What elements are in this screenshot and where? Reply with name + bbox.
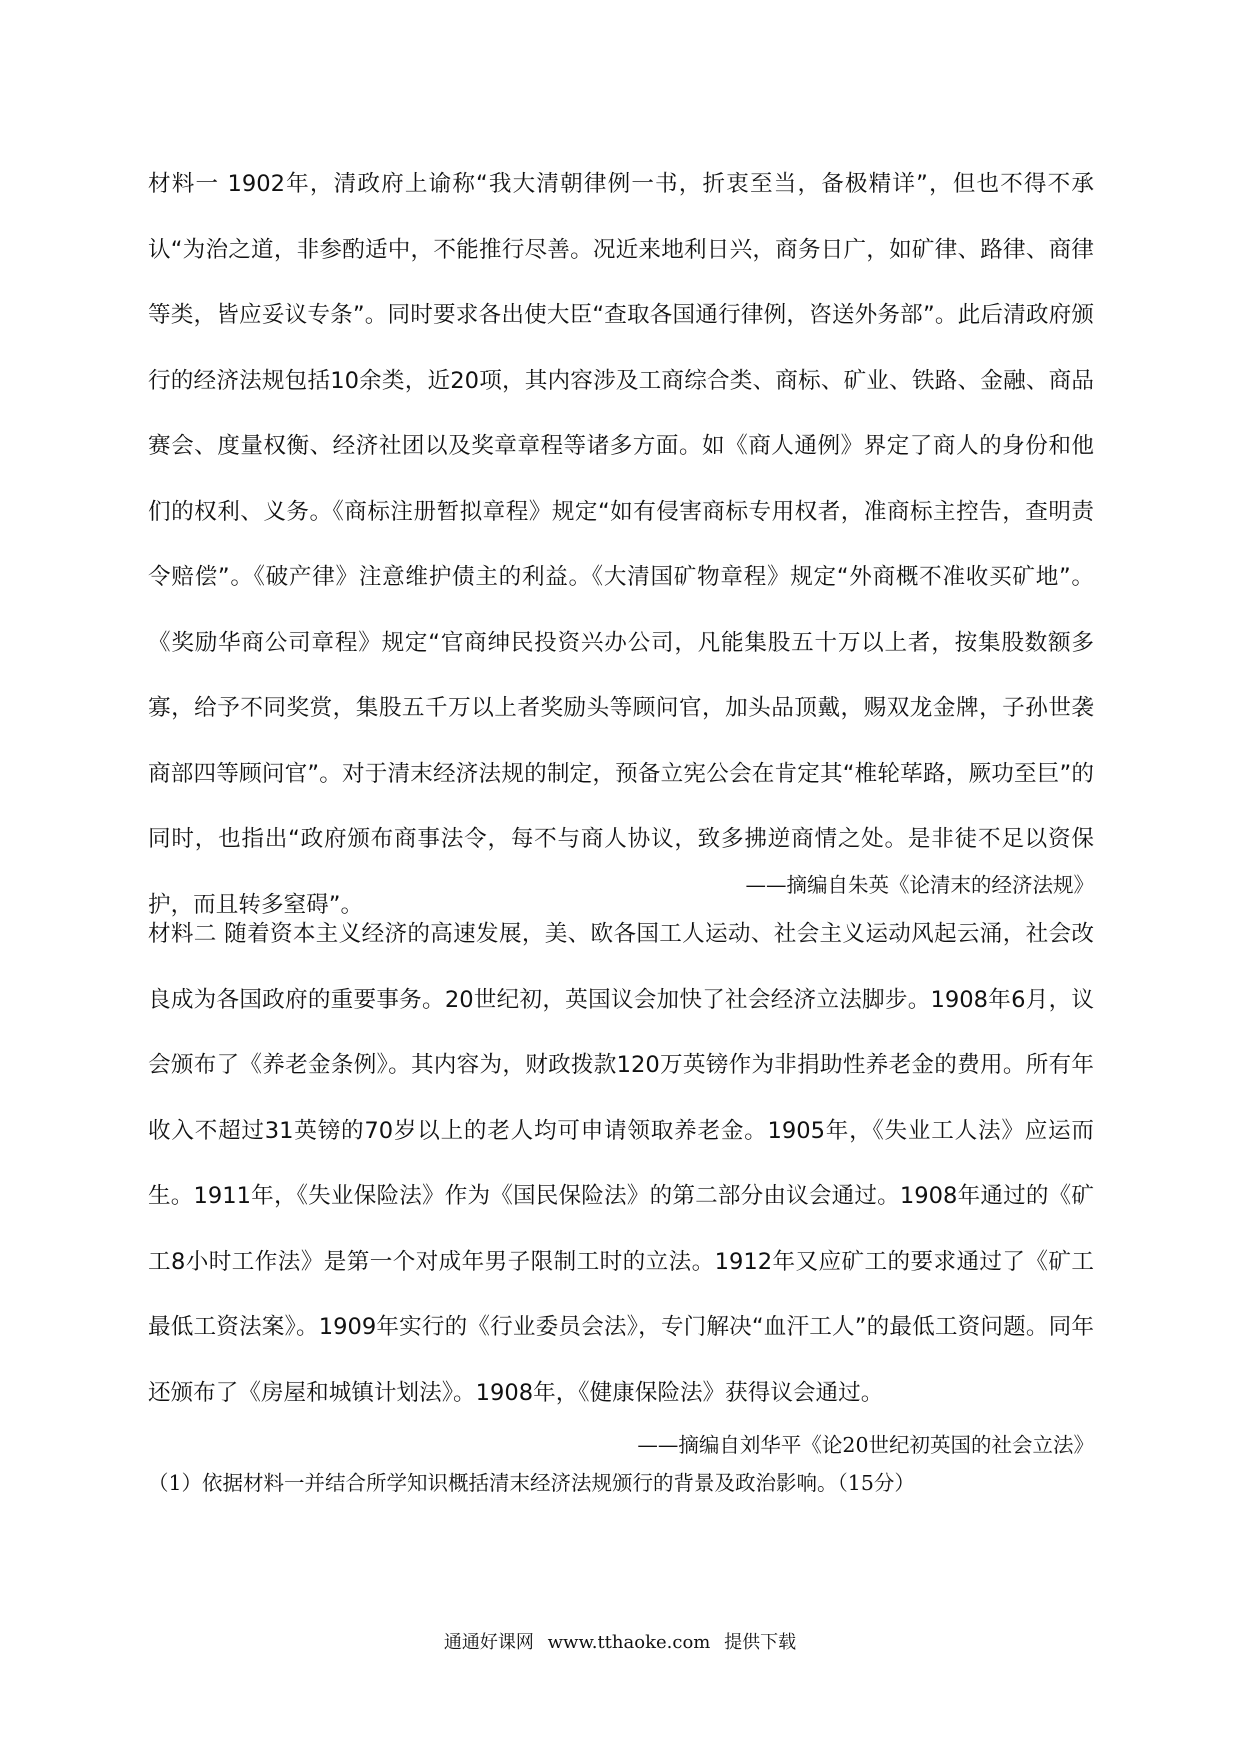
material-two-paragraph: 材料二 随着资本主义经济的高速发展，美、欧各国工人运动、社会主义运动风起云涌，社会改良成为各国政府的重要事务。20世纪初，英国议会加快了社会经济立法脚步。1908年6月，议会颁布了《养老金条例》。其内容为，财政拨款120万英镑作为非捐助性养老金的费用。所有年收入不超过31英镑的70岁以上的老人均可申请领取养老金。1905年，《失业工人法》应运而生。1911年，《失业保险法》作为《国民保险法》的第二部分由议会通过。1908年通过的《矿工8小时工作法》是第一个对成年男子限制工时的立法。1912年又应矿工的要求通过了《矿工最低工资法案》。1909年实行的《行业委员会法》，专门解决“血汗工人”的最低工资问题。同年还颁布了《房屋和城镇计划法》。1908年，《健康保险法》获得议会通过。	[148, 921, 1094, 1406]
question-one: （1）依据材料一并结合所学知识概括清末经济法规颁行的背景及政治影响。（15分）	[148, 1471, 915, 1495]
footer-suffix: 提供下载	[724, 1632, 797, 1653]
material-one-source: ——摘编自朱英《论清末的经济法规》	[745, 873, 1094, 897]
footer-site-name: 通通好课网	[443, 1632, 534, 1653]
material-one-paragraph: 材料一 1902年，清政府上谕称“我大清朝律例一书，折衷至当，备极精详”，但也不得不承认“为治之道，非参酌适中，不能推行尽善。况近来地利日兴，商务日广，如矿律、路律、商律等类，皆应妥议专条”。同时要求各出使大臣“查取各国通行律例，咨送外务部”。此后清政府颁行的经济法规包括10余类，近20项，其内容涉及工商综合类、商标、矿业、铁路、金融、商品赛会、度量权衡、经济社团以及奖章章程等诸多方面。如《商人通例》界定了商人的身份和他们的权利、义务。《商标注册暂拟章程》规定“如有侵害商标专用权者，准商标主控告，查明责令赔偿”。《破产律》注意维护债主的利益。《大清国矿物章程》规定“外商概不准收买矿地”。《奖励华商公司章程》规定“官商绅民投资兴办公司，凡能集股五十万以上者，按集股数额多寡，给予不同奖赏，集股五千万以上者奖励头等顾问官，加头品顶戴，赐双龙金牌，子孙世袭商部四等顾问官”。对于清末经济法规的制定，预备立宪公会在肯定其“椎轮荜路，厥功至巨”的同时，也指出“政府颁布商事法令，每不与商人协议，致多拂逆商情之处。是非徒不足以资保护，而且转多窒碍”。	[148, 171, 1094, 918]
material-two-source: ——摘编自刘华平《论20世纪初英国的社会立法》	[637, 1433, 1094, 1457]
footer-url-link[interactable]: www.tthaoke.com	[547, 1632, 711, 1653]
page-footer	[0, 1630, 1240, 1656]
